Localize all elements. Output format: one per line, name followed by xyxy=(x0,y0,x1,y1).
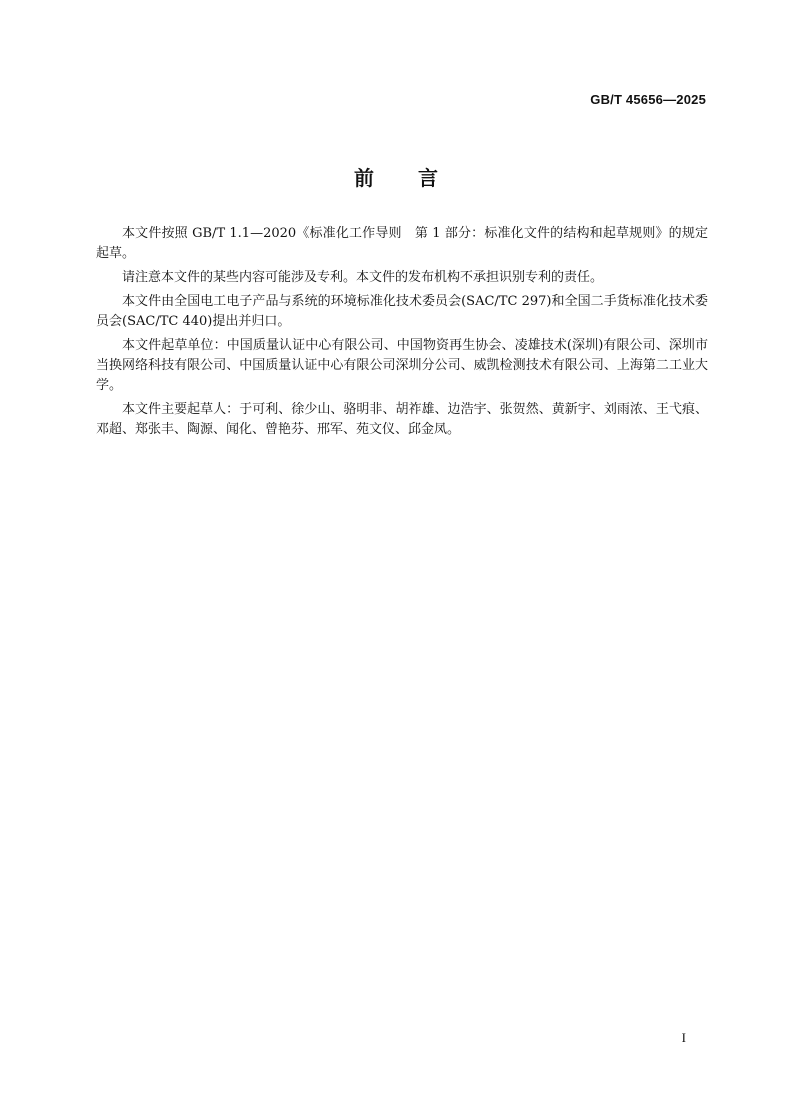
standard-number: GB/T 45656—2025 xyxy=(590,92,706,107)
foreword-body xyxy=(96,224,708,444)
paragraph-patent-notice: 请注意本文件的某些内容可能涉及专利。本文件的发布机构不承担识别专利的责任。 xyxy=(122,270,604,285)
page-title: 前言 xyxy=(354,166,482,190)
page-number: I xyxy=(681,1030,686,1045)
paragraph-drafters: 本文件主要起草人：于可利、徐少山、骆明非、胡祚雄、边浩宇、张贺然、黄新宇、刘雨浓、王弋痕、邓超、郑张丰、陶源、闻化、曾艳芬、邢军、苑文仪、邱金凤。 xyxy=(96,402,708,437)
paragraph-proposer: 本文件由全国电工电子产品与系统的环境标准化技术委员会(SAC/TC 297)和全国二手货标准化技术委员会(SAC/TC 440)提出并归口。 xyxy=(96,294,708,329)
paragraph-drafting-rules: 本文件按照 GB/T 1.1—2020《标准化工作导则 第 1 部分：标准化文件的结构和起草规则》的规定起草。 xyxy=(96,226,708,261)
paragraph-drafting-units: 本文件起草单位：中国质量认证中心有限公司、中国物资再生协会、凌雄技术(深圳)有限公司、深圳市当换网络科技有限公司、中国质量认证中心有限公司深圳分公司、威凯检测技术有限公司、上海第二工业大学。 xyxy=(96,338,708,393)
